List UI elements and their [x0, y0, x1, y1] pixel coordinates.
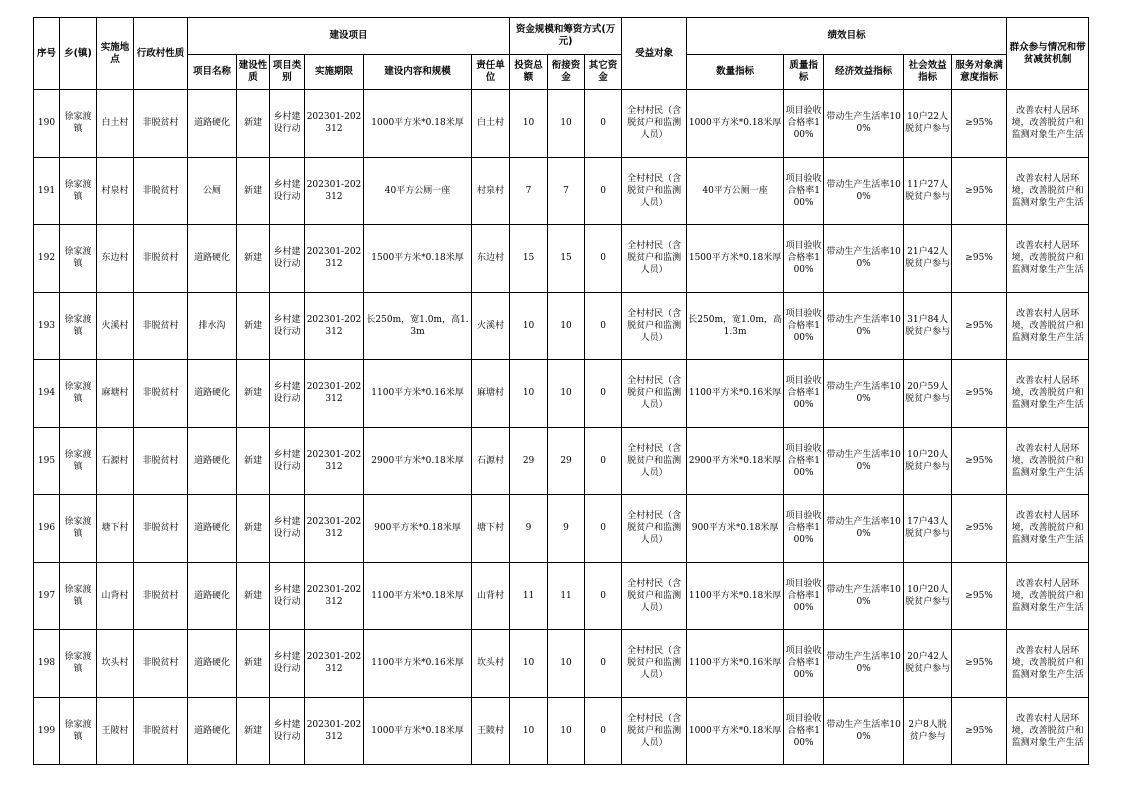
- header-funding: 资金规模和筹资方式(万元): [510, 18, 622, 55]
- cell-social: 10户20人脱贫户参与: [904, 427, 952, 495]
- cell-project-name: 公厕: [188, 157, 237, 225]
- cell-period: 202301-202312: [305, 360, 364, 428]
- cell-satisfaction: ≥95%: [952, 562, 1007, 630]
- header-linked: 衔接资金: [548, 55, 585, 90]
- header-project-name: 项目名称: [188, 55, 237, 90]
- cell-build-type: 新建: [237, 495, 270, 563]
- cell-project-name: 排水沟: [188, 292, 237, 360]
- cell-mechanism: 改善农村人居环境，改善脱贫户和监测对象生产生活: [1007, 157, 1089, 225]
- cell-other: 0: [585, 225, 622, 293]
- cell-total: 10: [510, 360, 548, 428]
- cell-quantity: 900平方米*0.18米厚: [687, 495, 784, 563]
- cell-project-category: 乡村建设行动: [270, 360, 305, 428]
- cell-project-category: 乡村建设行动: [270, 630, 305, 698]
- table-row: [34, 697, 1089, 765]
- cell-site: 火溪村: [97, 292, 134, 360]
- cell-period: 202301-202312: [305, 225, 364, 293]
- cell-mechanism: 改善农村人居环境，改善脱贫户和监测对象生产生活: [1007, 427, 1089, 495]
- cell-build-type: 新建: [237, 697, 270, 765]
- cell-responsible: 白土村: [472, 90, 510, 158]
- cell-town: 徐家渡镇: [60, 427, 97, 495]
- cell-linked: 11: [548, 562, 585, 630]
- cell-economic: 带动生产生活率100%: [824, 562, 904, 630]
- cell-total: 29: [510, 427, 548, 495]
- cell-social: 11户27人脱贫户参与: [904, 157, 952, 225]
- table-row: [34, 427, 1089, 495]
- cell-mechanism: 改善农村人居环境，改善脱贫户和监测对象生产生活: [1007, 630, 1089, 698]
- cell-site: 麻塘村: [97, 360, 134, 428]
- cell-responsible: 村泉村: [472, 157, 510, 225]
- cell-build-type: 新建: [237, 562, 270, 630]
- cell-site: 塘下村: [97, 495, 134, 563]
- cell-linked: 9: [548, 495, 585, 563]
- header-build-type: 建设性质: [237, 55, 270, 90]
- cell-project-category: 乡村建设行动: [270, 225, 305, 293]
- cell-quantity: 长250m，宽1.0m，高1.3m: [687, 292, 784, 360]
- cell-quality: 项目验收合格率100%: [784, 90, 824, 158]
- cell-quality: 项目验收合格率100%: [784, 225, 824, 293]
- header-construction: 建设项目: [188, 18, 510, 55]
- cell-mechanism: 改善农村人居环境，改善脱贫户和监测对象生产生活: [1007, 495, 1089, 563]
- cell-beneficiary: 全村村民（含脱贫户和监测人员）: [622, 292, 687, 360]
- cell-social: 10户22人脱贫户参与: [904, 90, 952, 158]
- cell-build-type: 新建: [237, 90, 270, 158]
- cell-town: 徐家渡镇: [60, 562, 97, 630]
- cell-linked: 10: [548, 360, 585, 428]
- cell-total: 7: [510, 157, 548, 225]
- cell-beneficiary: 全村村民（含脱贫户和监测人员）: [622, 562, 687, 630]
- cell-mechanism: 改善农村人居环境，改善脱贫户和监测对象生产生活: [1007, 90, 1089, 158]
- cell-beneficiary: 全村村民（含脱贫户和监测人员）: [622, 360, 687, 428]
- cell-quantity: 1500平方米*0.18米厚: [687, 225, 784, 293]
- header-site: 实施地点: [97, 18, 134, 90]
- cell-responsible: 塘下村: [472, 495, 510, 563]
- cell-project-category: 乡村建设行动: [270, 697, 305, 765]
- header-performance: 绩效目标: [687, 18, 1007, 55]
- cell-village-type: 非脱贫村: [134, 90, 188, 158]
- cell-build-type: 新建: [237, 225, 270, 293]
- cell-economic: 带动生产生活率100%: [824, 360, 904, 428]
- cell-project-category: 乡村建设行动: [270, 562, 305, 630]
- table-row: [34, 495, 1089, 563]
- cell-project-name: 道路硬化: [188, 630, 237, 698]
- header-quantity: 数量指标: [687, 55, 784, 90]
- cell-village-type: 非脱贫村: [134, 630, 188, 698]
- cell-beneficiary: 全村村民（含脱贫户和监测人员）: [622, 157, 687, 225]
- cell-period: 202301-202312: [305, 697, 364, 765]
- cell-responsible: 山背村: [472, 562, 510, 630]
- cell-quantity: 1100平方米*0.18米厚: [687, 562, 784, 630]
- cell-responsible: 石源村: [472, 427, 510, 495]
- cell-seq: 195: [34, 427, 60, 495]
- cell-site: 山背村: [97, 562, 134, 630]
- cell-content: 1100平方米*0.16米厚: [364, 630, 472, 698]
- cell-project-name: 道路硬化: [188, 225, 237, 293]
- cell-seq: 190: [34, 90, 60, 158]
- cell-quantity: 1000平方米*0.18米厚: [687, 697, 784, 765]
- header-satisfaction: 服务对象满意度指标: [952, 55, 1007, 90]
- cell-seq: 198: [34, 630, 60, 698]
- header-beneficiary: 受益对象: [622, 18, 687, 90]
- cell-build-type: 新建: [237, 157, 270, 225]
- cell-site: 王陂村: [97, 697, 134, 765]
- cell-economic: 带动生产生活率100%: [824, 225, 904, 293]
- cell-satisfaction: ≥95%: [952, 157, 1007, 225]
- cell-town: 徐家渡镇: [60, 360, 97, 428]
- cell-site: 东边村: [97, 225, 134, 293]
- header-seq: 序号: [34, 18, 60, 90]
- cell-project-name: 道路硬化: [188, 697, 237, 765]
- table-body: [34, 90, 1089, 765]
- cell-village-type: 非脱贫村: [134, 495, 188, 563]
- cell-project-category: 乡村建设行动: [270, 292, 305, 360]
- cell-linked: 10: [548, 90, 585, 158]
- table-row: [34, 360, 1089, 428]
- cell-total: 9: [510, 495, 548, 563]
- cell-content: 1100平方米*0.18米厚: [364, 562, 472, 630]
- cell-linked: 7: [548, 157, 585, 225]
- cell-village-type: 非脱贫村: [134, 360, 188, 428]
- cell-other: 0: [585, 562, 622, 630]
- header-row-sub: [34, 55, 1089, 90]
- cell-town: 徐家渡镇: [60, 495, 97, 563]
- cell-quantity: 1100平方米*0.16米厚: [687, 630, 784, 698]
- project-table: [33, 17, 1089, 765]
- cell-other: 0: [585, 427, 622, 495]
- cell-content: 40平方公厕一座: [364, 157, 472, 225]
- cell-quality: 项目验收合格率100%: [784, 697, 824, 765]
- header-mechanism: 群众参与情况和带贫减贫机制: [1007, 18, 1089, 90]
- cell-period: 202301-202312: [305, 562, 364, 630]
- cell-satisfaction: ≥95%: [952, 90, 1007, 158]
- header-content: 建设内容和规模: [364, 55, 472, 90]
- cell-town: 徐家渡镇: [60, 697, 97, 765]
- cell-linked: 10: [548, 630, 585, 698]
- cell-satisfaction: ≥95%: [952, 630, 1007, 698]
- cell-linked: 15: [548, 225, 585, 293]
- cell-quality: 项目验收合格率100%: [784, 157, 824, 225]
- cell-build-type: 新建: [237, 427, 270, 495]
- cell-economic: 带动生产生活率100%: [824, 630, 904, 698]
- cell-social: 20户59人脱贫户参与: [904, 360, 952, 428]
- cell-content: 1500平方米*0.18米厚: [364, 225, 472, 293]
- cell-project-name: 道路硬化: [188, 495, 237, 563]
- cell-economic: 带动生产生活率100%: [824, 90, 904, 158]
- cell-beneficiary: 全村村民（含脱贫户和监测人员）: [622, 427, 687, 495]
- cell-town: 徐家渡镇: [60, 225, 97, 293]
- cell-total: 10: [510, 292, 548, 360]
- cell-site: 坎头村: [97, 630, 134, 698]
- header-economic: 经济效益指标: [824, 55, 904, 90]
- cell-economic: 带动生产生活率100%: [824, 495, 904, 563]
- cell-project-category: 乡村建设行动: [270, 495, 305, 563]
- table-row: [34, 562, 1089, 630]
- cell-social: 21户42人脱贫户参与: [904, 225, 952, 293]
- cell-content: 1000平方米*0.18米厚: [364, 697, 472, 765]
- cell-period: 202301-202312: [305, 427, 364, 495]
- cell-project-category: 乡村建设行动: [270, 90, 305, 158]
- cell-responsible: 麻塘村: [472, 360, 510, 428]
- cell-project-category: 乡村建设行动: [270, 157, 305, 225]
- cell-satisfaction: ≥95%: [952, 427, 1007, 495]
- header-other: 其它资金: [585, 55, 622, 90]
- cell-linked: 29: [548, 427, 585, 495]
- cell-content: 1000平方米*0.18米厚: [364, 90, 472, 158]
- cell-seq: 196: [34, 495, 60, 563]
- table-row: [34, 292, 1089, 360]
- cell-period: 202301-202312: [305, 495, 364, 563]
- cell-town: 徐家渡镇: [60, 90, 97, 158]
- cell-quality: 项目验收合格率100%: [784, 630, 824, 698]
- cell-other: 0: [585, 697, 622, 765]
- cell-beneficiary: 全村村民（含脱贫户和监测人员）: [622, 225, 687, 293]
- header-row-top: [34, 18, 1089, 55]
- cell-quantity: 2900平方米*0.18米厚: [687, 427, 784, 495]
- cell-mechanism: 改善农村人居环境，改善脱贫户和监测对象生产生活: [1007, 360, 1089, 428]
- cell-build-type: 新建: [237, 630, 270, 698]
- cell-village-type: 非脱贫村: [134, 225, 188, 293]
- cell-other: 0: [585, 630, 622, 698]
- cell-total: 10: [510, 630, 548, 698]
- cell-quality: 项目验收合格率100%: [784, 562, 824, 630]
- cell-build-type: 新建: [237, 360, 270, 428]
- cell-mechanism: 改善农村人居环境，改善脱贫户和监测对象生产生活: [1007, 697, 1089, 765]
- cell-responsible: 王陂村: [472, 697, 510, 765]
- cell-responsible: 坎头村: [472, 630, 510, 698]
- cell-town: 徐家渡镇: [60, 630, 97, 698]
- cell-satisfaction: ≥95%: [952, 360, 1007, 428]
- cell-seq: 199: [34, 697, 60, 765]
- cell-economic: 带动生产生活率100%: [824, 292, 904, 360]
- cell-content: 900平方米*0.18米厚: [364, 495, 472, 563]
- cell-quality: 项目验收合格率100%: [784, 495, 824, 563]
- cell-site: 白土村: [97, 90, 134, 158]
- cell-social: 10户20人脱贫户参与: [904, 562, 952, 630]
- cell-satisfaction: ≥95%: [952, 225, 1007, 293]
- cell-economic: 带动生产生活率100%: [824, 157, 904, 225]
- cell-period: 202301-202312: [305, 292, 364, 360]
- cell-village-type: 非脱贫村: [134, 562, 188, 630]
- cell-linked: 10: [548, 292, 585, 360]
- cell-total: 10: [510, 697, 548, 765]
- cell-quantity: 40平方公厕一座: [687, 157, 784, 225]
- cell-village-type: 非脱贫村: [134, 157, 188, 225]
- cell-seq: 197: [34, 562, 60, 630]
- cell-satisfaction: ≥95%: [952, 495, 1007, 563]
- cell-village-type: 非脱贫村: [134, 427, 188, 495]
- cell-site: 石源村: [97, 427, 134, 495]
- cell-project-name: 道路硬化: [188, 427, 237, 495]
- cell-quality: 项目验收合格率100%: [784, 427, 824, 495]
- cell-social: 2户8人脱贫户参与: [904, 697, 952, 765]
- cell-beneficiary: 全村村民（含脱贫户和监测人员）: [622, 90, 687, 158]
- cell-content: 长250m，宽1.0m，高1.3m: [364, 292, 472, 360]
- cell-quality: 项目验收合格率100%: [784, 292, 824, 360]
- cell-seq: 191: [34, 157, 60, 225]
- cell-social: 20户42人脱贫户参与: [904, 630, 952, 698]
- cell-build-type: 新建: [237, 292, 270, 360]
- cell-satisfaction: ≥95%: [952, 292, 1007, 360]
- cell-town: 徐家渡镇: [60, 292, 97, 360]
- header-social: 社会效益指标: [904, 55, 952, 90]
- cell-seq: 192: [34, 225, 60, 293]
- table-row: [34, 90, 1089, 158]
- cell-village-type: 非脱贫村: [134, 697, 188, 765]
- cell-site: 村泉村: [97, 157, 134, 225]
- header-project-category: 项目类别: [270, 55, 305, 90]
- cell-mechanism: 改善农村人居环境，改善脱贫户和监测对象生产生活: [1007, 225, 1089, 293]
- cell-seq: 193: [34, 292, 60, 360]
- cell-other: 0: [585, 292, 622, 360]
- cell-period: 202301-202312: [305, 157, 364, 225]
- cell-economic: 带动生产生活率100%: [824, 427, 904, 495]
- cell-total: 11: [510, 562, 548, 630]
- cell-period: 202301-202312: [305, 90, 364, 158]
- cell-content: 1100平方米*0.16米厚: [364, 360, 472, 428]
- cell-economic: 带动生产生活率100%: [824, 697, 904, 765]
- table-row: [34, 630, 1089, 698]
- cell-project-category: 乡村建设行动: [270, 427, 305, 495]
- cell-other: 0: [585, 360, 622, 428]
- cell-quantity: 1000平方米*0.18米厚: [687, 90, 784, 158]
- header-quality: 质量指标: [784, 55, 824, 90]
- cell-satisfaction: ≥95%: [952, 697, 1007, 765]
- cell-total: 10: [510, 90, 548, 158]
- cell-village-type: 非脱贫村: [134, 292, 188, 360]
- cell-social: 31户84人脱贫户参与: [904, 292, 952, 360]
- cell-beneficiary: 全村村民（含脱贫户和监测人员）: [622, 630, 687, 698]
- cell-project-name: 道路硬化: [188, 360, 237, 428]
- header-village-type: 行政村性质: [134, 18, 188, 90]
- table-row: [34, 225, 1089, 293]
- header-total: 投资总额: [510, 55, 548, 90]
- cell-period: 202301-202312: [305, 630, 364, 698]
- header-responsible: 责任单位: [472, 55, 510, 90]
- cell-town: 徐家渡镇: [60, 157, 97, 225]
- cell-content: 2900平方米*0.18米厚: [364, 427, 472, 495]
- table-row: [34, 157, 1089, 225]
- header-town: 乡(镇): [60, 18, 97, 90]
- cell-beneficiary: 全村村民（含脱贫户和监测人员）: [622, 697, 687, 765]
- cell-project-name: 道路硬化: [188, 90, 237, 158]
- cell-other: 0: [585, 157, 622, 225]
- header-period: 实施期限: [305, 55, 364, 90]
- cell-linked: 10: [548, 697, 585, 765]
- cell-other: 0: [585, 495, 622, 563]
- cell-mechanism: 改善农村人居环境，改善脱贫户和监测对象生产生活: [1007, 562, 1089, 630]
- cell-quality: 项目验收合格率100%: [784, 360, 824, 428]
- cell-mechanism: 改善农村人居环境，改善脱贫户和监测对象生产生活: [1007, 292, 1089, 360]
- cell-responsible: 东边村: [472, 225, 510, 293]
- cell-project-name: 道路硬化: [188, 562, 237, 630]
- cell-seq: 194: [34, 360, 60, 428]
- cell-beneficiary: 全村村民（含脱贫户和监测人员）: [622, 495, 687, 563]
- cell-quantity: 1100平方米*0.16米厚: [687, 360, 784, 428]
- cell-total: 15: [510, 225, 548, 293]
- cell-responsible: 火溪村: [472, 292, 510, 360]
- cell-other: 0: [585, 90, 622, 158]
- cell-social: 17户43人脱贫户参与: [904, 495, 952, 563]
